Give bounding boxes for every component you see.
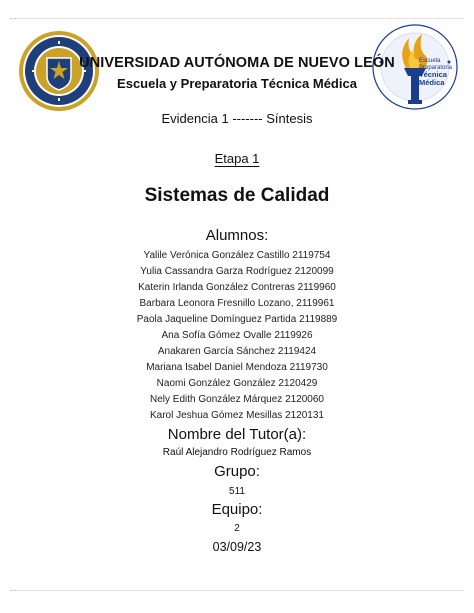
logo-text-line4: Médica xyxy=(419,78,445,87)
bottom-dotted-border xyxy=(10,590,464,591)
student-name: Katerin Irlanda González Contreras 2119960 xyxy=(138,282,336,293)
evidence-title: Evidencia 1 ------- Síntesis xyxy=(161,111,313,126)
student-name: Naomi González González 2120429 xyxy=(156,378,318,389)
logo-text-line2: Preparatoria xyxy=(419,64,453,71)
student-name: Yulia Cassandra Garza Rodríguez 2120099 xyxy=(140,266,334,277)
student-name: Anakaren García Sánchez 2119424 xyxy=(157,346,317,357)
subject-title: Sistemas de Calidad xyxy=(144,185,330,206)
date: 03/09/23 xyxy=(212,540,262,554)
logo-text-line3: Técnica xyxy=(419,70,447,79)
university-name: UNIVERSIDAD AUTÓNOMA DE NUEVO LEÓN xyxy=(79,55,395,71)
team-value: 2 xyxy=(234,523,240,534)
top-dotted-border xyxy=(10,18,464,19)
student-name: Ana Sofía Gómez Ovalle 2119926 xyxy=(161,330,313,341)
student-name: Paola Jaqueline Domínguez Partida 2119889 xyxy=(136,314,338,325)
students-heading: Alumnos: xyxy=(205,227,269,244)
student-name: Yalile Verónica González Castillo 2119754 xyxy=(143,250,331,261)
stage-label: Etapa 1 xyxy=(214,151,260,166)
uanl-seal-logo xyxy=(18,30,100,112)
student-name: Barbara Leonora Fresnillo Lozano, 2119961 xyxy=(139,298,335,309)
tutor-name: Raúl Alejandro Rodríguez Ramos xyxy=(162,447,312,458)
student-name: Mariana Isabel Daniel Mendoza 2119730 xyxy=(146,362,328,373)
uanl-seal-icon xyxy=(18,30,100,112)
team-heading: Equipo: xyxy=(211,501,263,518)
school-name: Escuela y Preparatoria Técnica Médica xyxy=(117,76,357,91)
logo-text-line1: Escuela xyxy=(419,58,441,64)
group-value: 511 xyxy=(229,486,245,497)
group-heading: Grupo: xyxy=(214,463,260,480)
student-name: Karol Jeshua Gómez Mesillas 2120131 xyxy=(150,410,324,421)
tutor-heading: Nombre del Tutor(a): xyxy=(167,426,307,443)
student-name: Nely Edith González Márquez 2120060 xyxy=(150,394,324,405)
